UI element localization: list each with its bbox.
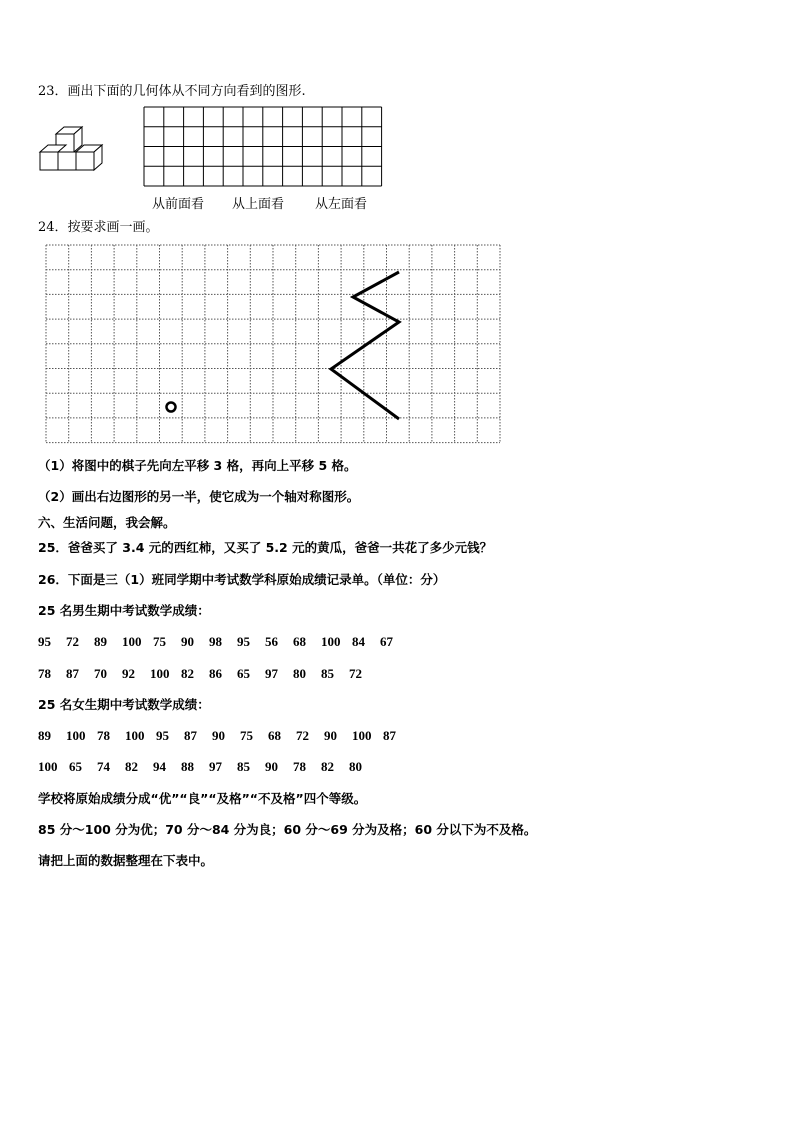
score-value: 90 [181,634,194,649]
grade-ranges: 85 分～100 分为优；70 分～84 分为良；60 分～69 分为及格；60 分以下为不及格。 [38,822,537,837]
score-value: 89 [94,634,107,649]
score-value: 97 [209,759,222,774]
score-value: 87 [184,728,197,743]
score-value: 84 [352,634,365,649]
score-value: 78 [97,728,110,743]
score-value: 82 [181,666,194,681]
boys-scores-row-1 [38,634,408,650]
q25-text: 25．爸爸买了 3.4 元的西红柿，又买了 5.2 元的黄瓜，爸爸一共花了多少元钱？ [38,540,493,555]
score-value: 88 [181,759,194,774]
q24-sub1: （1）将图中的棋子先向左平移 3 格，再向上平移 5 格。 [38,458,357,473]
q24-dotted-grid [46,245,502,443]
score-value: 87 [383,728,396,743]
q24-sub2: （2）画出右边图形的另一半，使它成为一个轴对称图形。 [38,489,360,504]
score-value: 78 [293,759,306,774]
score-value: 78 [38,666,51,681]
score-value: 100 [38,759,58,774]
boys-scores-row-2 [38,666,377,682]
score-value: 72 [296,728,309,743]
score-value: 92 [122,666,135,681]
score-value: 70 [94,666,107,681]
view-label-left: 从左面看 [315,197,368,212]
boys-scores-title: 25 名男生期中考试数学成绩： [38,603,210,618]
score-value: 100 [66,728,86,743]
score-value: 80 [293,666,306,681]
score-value: 95 [156,728,169,743]
score-value: 95 [38,634,51,649]
cube-figure [38,124,108,179]
q24-title: 24．按要求画一画。 [38,220,159,235]
section6-heading: 六、生活问题，我会解。 [38,515,176,530]
score-value: 97 [265,666,278,681]
score-value: 90 [212,728,225,743]
score-value: 85 [237,759,250,774]
chess-piece-marker [167,403,176,412]
score-value: 80 [349,759,362,774]
girls-scores-row-1 [38,728,411,744]
table-instruction: 请把上面的数据整理在下表中。 [38,853,214,868]
score-value: 74 [97,759,110,774]
score-value: 82 [125,759,138,774]
q23-answer-grid [144,107,382,187]
score-value: 72 [66,634,79,649]
view-label-top: 从上面看 [232,197,285,212]
girls-scores-row-2 [38,759,377,775]
score-value: 100 [125,728,145,743]
view-label-front: 从前面看 [152,197,205,212]
score-value: 94 [153,759,166,774]
grades-description: 学校将原始成绩分成“优”“良”“及格”“不及格”四个等级。 [38,791,367,806]
score-value: 85 [321,666,334,681]
score-value: 67 [380,634,393,649]
girls-scores-title: 25 名女生期中考试数学成绩： [38,697,210,712]
score-value: 90 [324,728,337,743]
score-value: 65 [237,666,250,681]
score-value: 56 [265,634,278,649]
score-value: 95 [237,634,250,649]
score-value: 87 [66,666,79,681]
score-value: 82 [321,759,334,774]
score-value: 72 [349,666,362,681]
score-value: 68 [293,634,306,649]
score-value: 100 [150,666,170,681]
q26-title: 26．下面是三（1）班同学期中考试数学科原始成绩记录单。（单位：分） [38,572,446,587]
q23-title: 23．画出下面的几何体从不同方向看到的图形. [38,84,306,99]
score-value: 100 [321,634,341,649]
score-value: 100 [352,728,372,743]
score-value: 68 [268,728,281,743]
score-value: 98 [209,634,222,649]
score-value: 75 [240,728,253,743]
score-value: 75 [153,634,166,649]
score-value: 100 [122,634,142,649]
score-value: 86 [209,666,222,681]
score-value: 65 [69,759,82,774]
score-value: 89 [38,728,51,743]
score-value: 90 [265,759,278,774]
